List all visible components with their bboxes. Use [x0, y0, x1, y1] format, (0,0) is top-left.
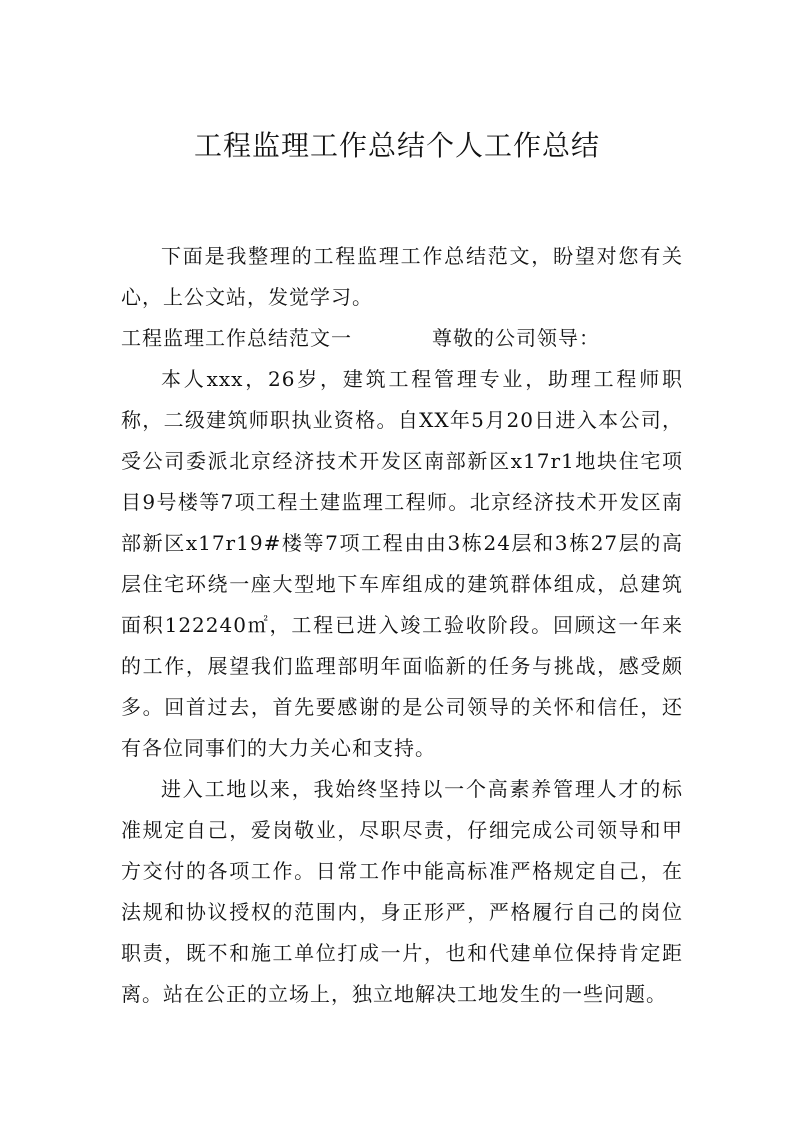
salutation: 尊敬的公司领导：	[432, 326, 600, 350]
intro-paragraph: 下面是我整理的工程监理工作总结范文，盼望对您有关心，上公文站，发觉学习。	[121, 244, 683, 309]
section-heading-line	[121, 318, 683, 359]
document-title: 工程监理工作总结个人工作总结	[193, 129, 600, 162]
document-body	[121, 236, 683, 1015]
body-paragraph-2: 进入工地以来，我始终坚持以一个高素养管理人才的标准规定自己，爱岗敬业，尽职尽责，仔细完成公司领导和甲方交付的各项工作。日常工作中能高标准严格规定自己，在法规和协议授权的范围内，身正形严，严格履行自己的岗位职责，既不和施工单位打成一片，也和代建单位保持肯定距离。站在公正的立场上，独立地解决工地发生的一些问题。	[121, 777, 683, 1006]
body-paragraph-1: 本人xxx，26岁，建筑工程管理专业，助理工程师职称，二级建筑师职执业资格。自XX年5月20日进入本公司，受公司委派北京经济技术开发区南部新区x17r1地块住宅项目9号楼等7项工程土建监理工程师。北京经济技术开发区南部新区x17r19#楼等7项工程由由3栋24层和3栋27层的高层住宅环绕一座大型地下车库组成的建筑群体组成，总建筑面积122240㎡，工程已进入竣工验收阶段。回顾这一年来的工作，展望我们监理部明年面临新的任务与挑战，感受颇多。回首过去，首先要感谢的是公司领导的关怀和信任，还有各位同事们的大力关心和支持。	[121, 367, 683, 760]
section-heading: 工程监理工作总结范文一	[121, 326, 352, 350]
